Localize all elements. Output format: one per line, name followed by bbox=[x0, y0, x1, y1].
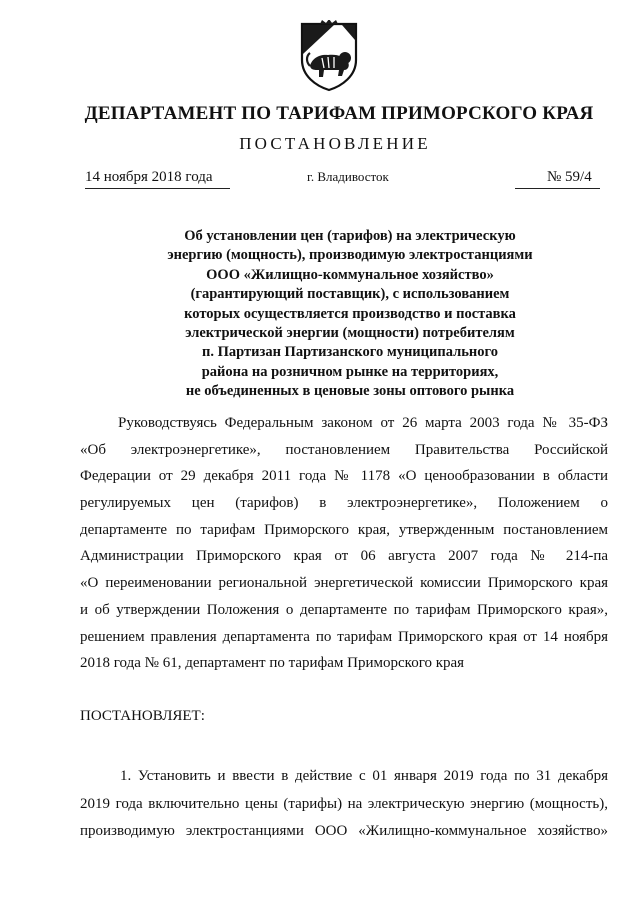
body-line: «Об электроэнергетике», постановлением Правительства Российской bbox=[80, 441, 608, 458]
body-line: и об утверждении Положения о департаменте по тарифам Приморского края», bbox=[80, 601, 608, 618]
resolution-subject bbox=[150, 227, 550, 402]
resolves-heading: ПОСТАНОВЛЯЕТ: bbox=[80, 708, 205, 724]
subject-line: района на розничном рынке на территориях, bbox=[201, 363, 499, 380]
subject-line: энергию (мощность), производимую электростанциями bbox=[167, 247, 533, 264]
body-line: Администрации Приморского края от 06 августа 2007 года № 214-па bbox=[80, 548, 608, 565]
resolution-city: г. Владивосток bbox=[307, 169, 389, 184]
subject-line: Об установлении цен (тарифов) на электрическую bbox=[184, 228, 516, 244]
department-title: ДЕПАРТАМЕНТ ПО ТАРИФАМ ПРИМОРСКОГО КРАЯ bbox=[84, 103, 594, 124]
subject-line: которых осуществляется производство и поставка bbox=[184, 305, 516, 322]
body-line: Федерации от 29 декабря 2011 года № 1178 «О ценообразовании в области bbox=[80, 468, 608, 485]
body-line: департаменте по тарифам Приморского края, утвержденным постановлением bbox=[80, 521, 608, 538]
subject-line: не объединенных в ценовые зоны оптового рынка bbox=[185, 383, 515, 400]
number-underline bbox=[515, 188, 600, 189]
resolution-date: 14 ноября 2018 года bbox=[85, 169, 213, 185]
date-underline bbox=[85, 188, 230, 189]
item-line: 2019 года включительно цены (тарифы) на электрическую энергию (мощность), bbox=[80, 795, 608, 812]
body-line: Руководствуясь Федеральным законом от 26 марта 2003 года № 35-ФЗ bbox=[118, 415, 608, 431]
subject-line: электрической энергии (мощности) потребителям bbox=[185, 325, 515, 342]
item-line: 1. Установить и ввести в действие с 01 января 2019 года по 31 декабря bbox=[120, 768, 608, 784]
resolution-number: № 59/4 bbox=[547, 169, 592, 185]
preamble-paragraph bbox=[80, 410, 608, 677]
subject-line: п. Партизан Партизанского муниципального bbox=[202, 344, 498, 361]
body-line: «О переименовании региональной энергетической комиссии Приморского края bbox=[80, 575, 608, 592]
subject-line: ООО «Жилищно-коммунальное хозяйство» bbox=[206, 266, 494, 283]
primorsky-krai-coat-of-arms-icon bbox=[298, 20, 360, 92]
resolution-item-1 bbox=[80, 763, 608, 846]
body-line: решением правления департамента по тарифам Приморского края от 14 ноября bbox=[80, 628, 608, 645]
body-line: регулируемых цен (тарифов) в электроэнергетике», Положением о bbox=[80, 495, 608, 512]
document-type: ПОСТАНОВЛЕНИЕ bbox=[239, 134, 431, 153]
body-line: 2018 года № 61, департамент по тарифам Приморского края bbox=[80, 655, 465, 672]
subject-line: (гарантирующий поставщик), с использованием bbox=[190, 286, 510, 303]
item-line: производимую электростанциями ООО «Жилищно-коммунальное хозяйство» bbox=[80, 823, 608, 839]
